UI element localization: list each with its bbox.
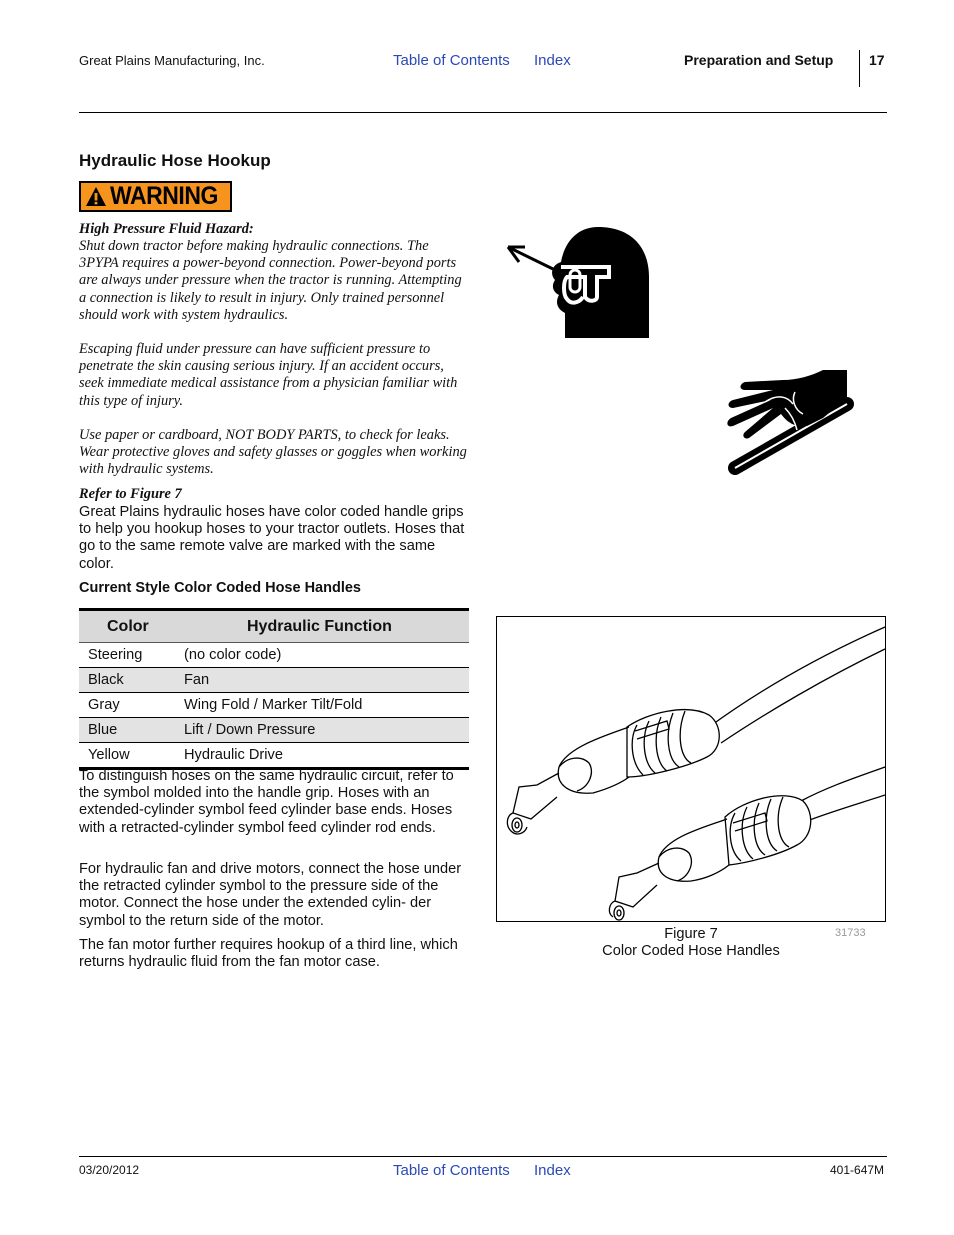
intro-paragraph: Great Plains hydraulic hoses have color coded handle grips to help you hookup hoses to your tractor outlets. Hoses that go to the same remote valve are marked with the same color. xyxy=(79,504,465,572)
header-section-title: Preparation and Setup xyxy=(684,52,834,68)
body-paragraph: For hydraulic fan and drive motors, connect the hose under the retracted cylinder symbol to the pressure side of the motor. Connect the hose under the extended cylin- der symbol to the return side of the motor. xyxy=(79,861,462,929)
warning-paragraph: Escaping fluid under pressure can have sufficient pressure to penetrate the skin causing serious injury. If an accident occurs, seek immediate medical assistance from a physician familiar with this type of injury. xyxy=(79,341,458,409)
header-rule xyxy=(79,112,887,113)
table-cell-color: Gray xyxy=(88,697,120,713)
figure-art-number: 31733 xyxy=(835,927,866,939)
body-paragraph: The fan motor further requires hookup of a third line, which returns hydraulic fluid from the fan motor case. xyxy=(79,937,458,971)
warning-paragraph: Use paper or cardboard, NOT BODY PARTS, to check for leaks. Wear protective gloves and safety glasses or goggles when working with hydraulic systems. xyxy=(79,427,467,478)
figure-title: Color Coded Hose Handles xyxy=(602,943,780,960)
table-cell-function: Fan xyxy=(184,672,210,688)
table-cell-function: Hydraulic Drive xyxy=(184,747,283,763)
table-header-function: Hydraulic Function xyxy=(247,618,392,635)
table-row xyxy=(79,743,469,770)
table-cell-color: Blue xyxy=(88,722,118,738)
figure-number: Figure 7 xyxy=(664,926,718,942)
header-index-link[interactable]: Index xyxy=(534,52,571,69)
table-cell-color: Yellow xyxy=(88,747,130,763)
table-cell-function: (no color code) xyxy=(184,647,282,663)
table-row xyxy=(79,718,469,743)
hydraulic-hose-handles-illustration xyxy=(497,617,886,922)
section-title: Hydraulic Hose Hookup xyxy=(79,151,271,170)
figure-reference: Refer to Figure 7 xyxy=(79,486,182,502)
table-cell-function: Lift / Down Pressure xyxy=(184,722,316,738)
warning-badge xyxy=(79,181,232,212)
warning-label: WARNING xyxy=(110,182,218,210)
color-code-table xyxy=(79,608,469,770)
hand-injection-hazard-icon xyxy=(725,368,855,476)
table-cell-function: Wing Fold / Marker Tilt/Fold xyxy=(184,697,363,713)
figure-frame xyxy=(496,616,886,922)
footer-index-link[interactable]: Index xyxy=(534,1162,571,1179)
table-cell-color: Black xyxy=(88,672,124,688)
table-row xyxy=(79,668,469,693)
header-company: Great Plains Manufacturing, Inc. xyxy=(79,53,265,68)
table-row xyxy=(79,643,469,668)
table-cell-color: Steering xyxy=(88,647,143,663)
hazard-title: High Pressure Fluid Hazard: xyxy=(79,221,254,237)
table-caption: Current Style Color Coded Hose Handles xyxy=(79,580,361,596)
table-header-color: Color xyxy=(107,618,149,635)
footer-date: 03/20/2012 xyxy=(79,1163,140,1177)
eye-protection-icon xyxy=(505,225,650,340)
warning-paragraph: Shut down tractor before making hydraulic connections. The 3PYPA requires a power-beyond connection. Power-beyond ports are always under pressure when the tractor is running. Attempting a connection is likely to result in injury. Only trained personnel should work with system hydraulics. xyxy=(79,238,462,323)
footer-rule xyxy=(79,1156,887,1157)
footer-toc-link[interactable]: Table of Contents xyxy=(393,1162,510,1179)
alert-triangle-icon xyxy=(85,186,107,208)
header-divider xyxy=(859,50,860,87)
figure-caption xyxy=(496,926,886,960)
table-header-row xyxy=(79,611,469,643)
body-paragraph: To distinguish hoses on the same hydraulic circuit, refer to the symbol molded into the handle grip. Hoses with an extended-cylinder symbol feed cylinder base ends. Hoses with a retracted-cylinder symbol feed cylinder rod ends. xyxy=(79,768,454,836)
header-toc-link[interactable]: Table of Contents xyxy=(393,52,510,69)
page-number: 17 xyxy=(869,52,885,68)
footer-doc-number: 401-647M xyxy=(830,1163,885,1177)
table-row xyxy=(79,693,469,718)
